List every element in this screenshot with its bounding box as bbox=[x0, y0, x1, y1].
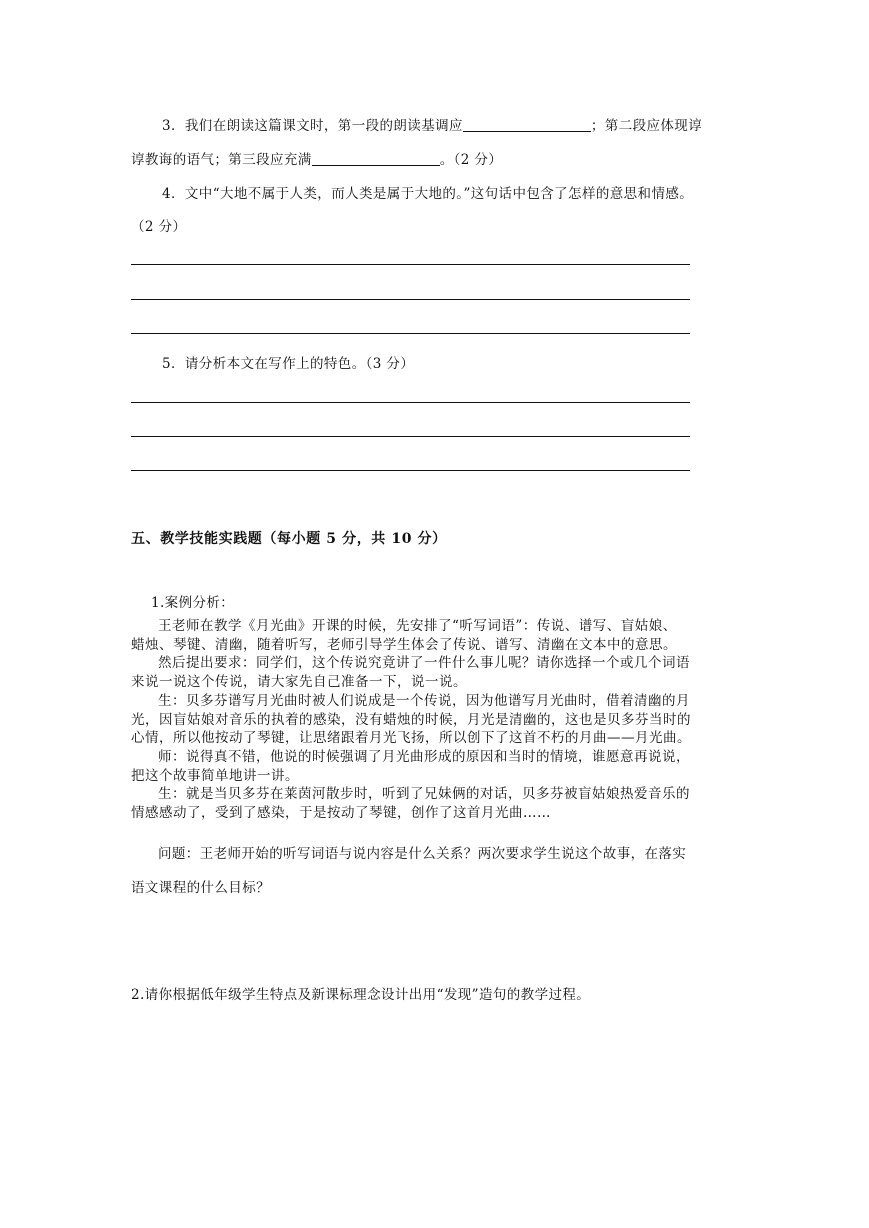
case-line: 蜡烛、琴键、清幽，随着听写，老师引导学生体会了传说、谱写、清幽在文本中的意思。 bbox=[131, 636, 677, 653]
case-body bbox=[131, 617, 691, 823]
question-3-score: 。（2 分） bbox=[439, 152, 503, 168]
answer-line-q5-1[interactable] bbox=[131, 402, 690, 403]
case-question-line-2: 语文课程的什么目标？ bbox=[131, 880, 270, 896]
case-line: 心情，所以他按动了琴键，让思绪跟着月光飞扬，所以创下了这首不朽的月曲——月光曲。 bbox=[131, 730, 691, 747]
case-line: 生：就是当贝多芬在莱茵河散步时，听到了兄妹俩的对话，贝多芬被盲姑娘热爱音乐的 bbox=[158, 786, 690, 803]
question-3-text-a: 3．我们在朗读这篇课文时，第一段的朗读基调应 bbox=[162, 118, 463, 134]
answer-blank-emotion[interactable] bbox=[312, 151, 440, 166]
question-4-text: 4．文中“大地不属于人类，而人类是属于大地的。”这句话中包含了怎样的意思和情感。 bbox=[162, 186, 694, 202]
case-line: 师：说得真不错，他说的时候强调了月光曲形成的原因和当时的情境，谁愿意再说说， bbox=[158, 748, 690, 765]
question-3-text-c: 谆教诲的语气；第三段应充满 bbox=[131, 152, 312, 168]
answer-line-q4-1[interactable] bbox=[131, 264, 690, 265]
answer-line-q4-3[interactable] bbox=[131, 333, 690, 334]
question-5-text: 5．请分析本文在写作上的特色。（3 分） bbox=[162, 356, 415, 372]
answer-line-q5-3[interactable] bbox=[131, 470, 690, 471]
answer-line-q5-2[interactable] bbox=[131, 436, 690, 437]
question-4-score: （2 分） bbox=[131, 219, 187, 235]
case-line: 生：贝多芬谱写月光曲时被人们说成是一个传说，因为他谱写月光曲时，借着清幽的月 bbox=[158, 692, 690, 709]
question-3-line-2 bbox=[131, 148, 502, 168]
case-line: 来说一说这个传说，请大家先自己准备一下，说一说。 bbox=[131, 674, 467, 691]
question-3-text-b: ；第二段应体现谆 bbox=[590, 118, 703, 134]
case-line: 光，因盲姑娘对音乐的执着的感染，没有蜡烛的时候，月光是清幽的，这也是贝多芬当时的 bbox=[131, 711, 691, 728]
design-question-text: 2.请你根据低年级学生特点及新课标理念设计出用“发现”造句的教学过程。 bbox=[131, 987, 591, 1003]
case-title: 1.案例分析： bbox=[151, 595, 235, 611]
question-3-line-1 bbox=[162, 114, 702, 134]
case-question-line-1: 问题：王老师开始的听写词语与说内容是什么关系？两次要求学生说这个故事，在落实 bbox=[158, 846, 687, 862]
answer-line-q4-2[interactable] bbox=[131, 299, 690, 300]
case-line: 情感感动了，受到了感染，于是按动了琴键，创作了这首月光曲…… bbox=[131, 805, 551, 822]
section-5-heading: 五、教学技能实践题（每小题 5 分，共 10 分） bbox=[131, 531, 447, 547]
case-line: 王老师在教学《月光曲》开课的时候，先安排了“听写词语”：传说、谱写、盲姑娘、 bbox=[158, 618, 677, 634]
answer-blank-tone[interactable] bbox=[463, 117, 591, 132]
case-line: 把这个故事简单地讲一讲。 bbox=[131, 767, 299, 784]
case-line: 然后提出要求：同学们，这个传说究竟讲了一件什么事儿呢？请你选择一个或几个词语 bbox=[158, 655, 690, 672]
